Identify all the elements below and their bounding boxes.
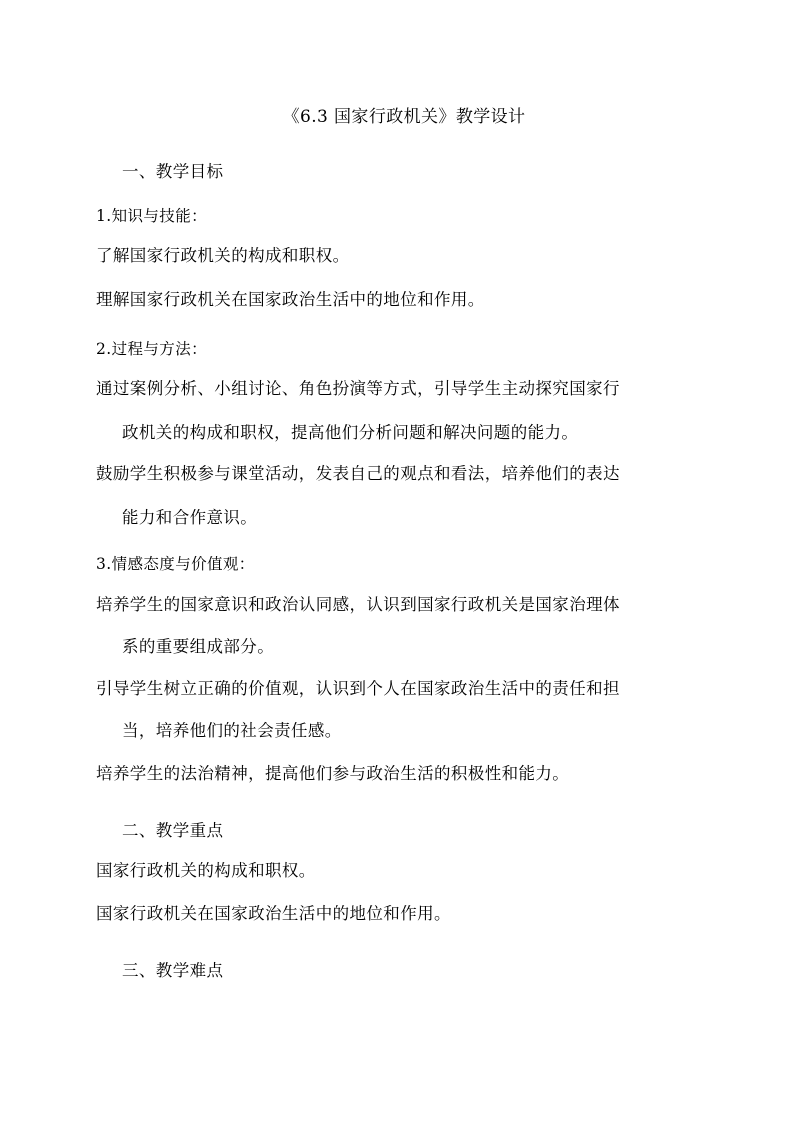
paragraph-values-1-line2: 系的重要组成部分。: [122, 637, 275, 656]
paragraph-process-2-line2: 能力和合作意识。: [122, 508, 258, 527]
subsection-heading-knowledge: 1.知识与技能：: [96, 207, 207, 225]
paragraph-process-2-line1: 鼓励学生积极参与课堂活动，发表自己的观点和看法，培养他们的表达: [96, 464, 620, 483]
paragraph-values-2-line1: 引导学生树立正确的价值观，认识到个人在国家政治生活中的责任和担: [96, 679, 620, 698]
paragraph-values-3: 培养学生的法治精神，提高他们参与政治生活的积极性和能力。: [96, 764, 570, 783]
subsection-heading-values: 3.情感态度与价值观：: [96, 555, 255, 573]
document-title: 《6.3 国家行政机关》教学设计: [282, 107, 526, 127]
paragraph-values-2-line2: 当，培养他们的社会责任感。: [122, 721, 342, 740]
paragraph-process-1-line1: 通过案例分析、小组讨论、角色扮演等方式，引导学生主动探究国家行: [96, 379, 620, 398]
subsection-heading-process: 2.过程与方法：: [96, 340, 207, 358]
section-heading-objectives: 一、教学目标: [122, 162, 224, 181]
paragraph-values-1-line1: 培养学生的国家意识和政治认同感，认识到国家行政机关是国家治理体: [96, 595, 620, 614]
paragraph-process-1-line2: 政机关的构成和职权，提高他们分析问题和解决问题的能力。: [122, 423, 579, 442]
section-heading-key-points: 二、教学重点: [122, 821, 224, 840]
paragraph-key-point-2: 国家行政机关在国家政治生活中的地位和作用。: [96, 904, 451, 923]
section-heading-difficulties: 三、教学难点: [122, 961, 224, 980]
paragraph-knowledge-2: 理解国家行政机关在国家政治生活中的地位和作用。: [96, 290, 485, 309]
paragraph-key-point-1: 国家行政机关的构成和职权。: [96, 861, 316, 880]
paragraph-knowledge-1: 了解国家行政机关的构成和职权。: [96, 246, 350, 265]
